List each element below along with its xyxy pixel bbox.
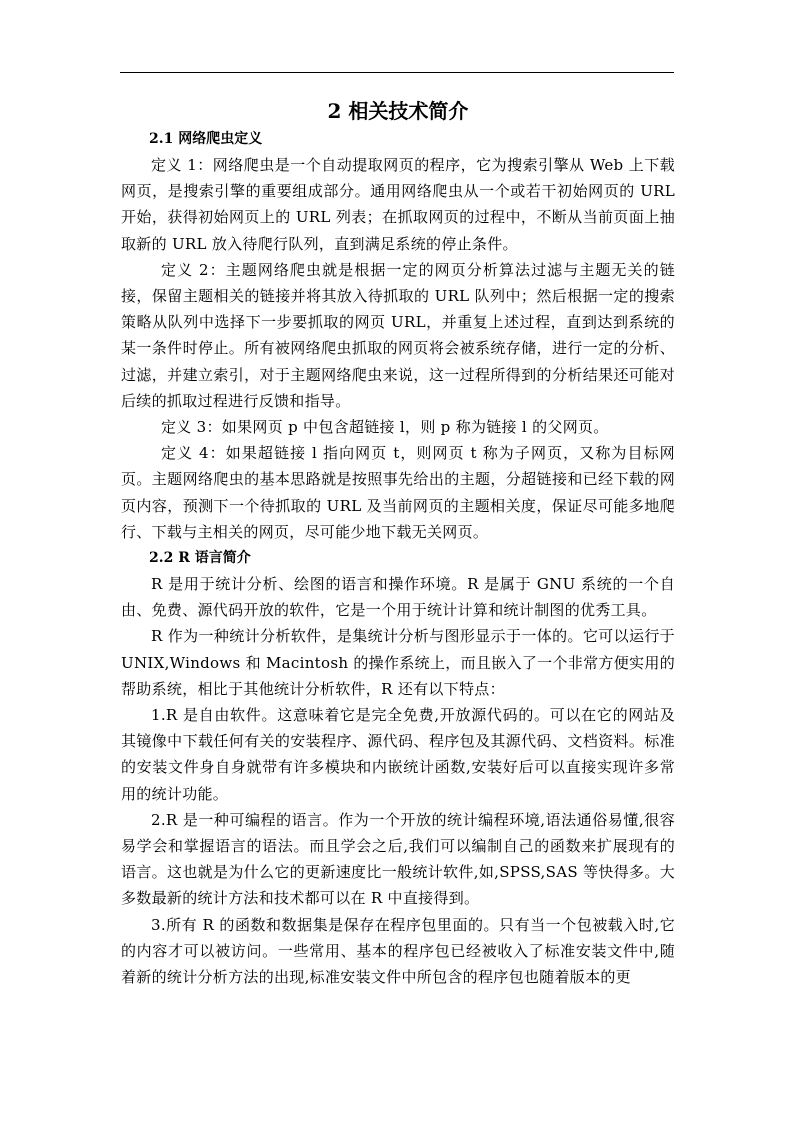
paragraph-r-features-intro: R 作为一种统计分析软件，是集统计分析与图形显示于一体的。它可以运行于 UNIX,Windows 和 Macintosh 的操作系统上，而且嵌入了一个非常方便实用的帮助系统，相比于其他统计分析软件，R 还有以下特点： xyxy=(121,627,675,698)
paragraph-r-feature-3: 3.所有 R 的函数和数据集是保存在程序包里面的。只有当一个包被载入时,它的内容才可以被访问。一些常用、基本的程序包已经被收入了标准安装文件中,随着新的统计分析方法的出现,标准安装文件中所包含的程序包也随着版本的更 xyxy=(121,915,675,987)
chapter-title: 2 相关技术简介 xyxy=(327,99,469,123)
header-rule xyxy=(120,72,674,73)
paragraph-definition-3: 定义 3：如果网页 p 中包含超链接 l，则 p 称为链接 l 的父网页。 xyxy=(161,418,609,437)
section-title-2-1: 2.1 网络爬虫定义 xyxy=(149,131,263,147)
section-title-2-2: 2.2 R 语言简介 xyxy=(149,550,251,567)
paragraph-r-intro: R 是用于统计分析、绘图的语言和操作环境。R 是属于 GNU 系统的一个自由、免费、源代码开放的软件，它是一个用于统计计算和统计制图的优秀工具。 xyxy=(121,575,675,620)
document-body xyxy=(121,96,675,990)
paragraph-definition-2: 定义 2：主题网络爬虫就是根据一定的网页分析算法过滤与主题无关的链接，保留主题相关的链接并将其放入待抓取的 URL 队列中；然后根据一定的搜索策略从队列中选择下一步要抓取的网页 URL，并重复上述过程，直到达到系统的某一条件时停止。所有被网络爬虫抓取的网页将会被系统存储，进行一定的分析、过滤，并建立索引，对于主题网络爬虫来说，这一过程所得到的分析结果还可能对后续的抓取过程进行反馈和指导。 xyxy=(121,260,675,410)
paragraph-definition-4: 定义 4：如果超链接 l 指向网页 t，则网页 t 称为子网页，又称为目标网页。主题网络爬虫的基本思路就是按照事先给出的主题，分超链接和已经下载的网页内容，预测下一个待抓取的 URL 及当前网页的主题相关度，保证尽可能多地爬行、下载与主相关的网页，尽可能少地下载无关网页。 xyxy=(121,444,675,541)
paragraph-definition-1: 定义 1：网络爬虫是一个自动提取网页的程序，它为搜索引擎从 Web 上下载网页，是搜索引擎的重要组成部分。通用网络爬虫从一个或若干初始网页的 URL 开始，获得初始网页上的 URL 列表；在抓取网页的过程中，不断从当前页面上抽取新的 URL 放入待爬行队列，直到满足系统的停止条件。 xyxy=(121,156,675,253)
paragraph-r-feature-1: 1.R 是自由软件。这意味着它是完全免费,开放源代码的。可以在它的网站及其镜像中下载任何有关的安装程序、源代码、程序包及其源代码、文档资料。标准的安装文件身自身就带有许多模块和内嵌统计函数,安装好后可以直接实现许多常用的统计功能。 xyxy=(121,706,675,803)
paragraph-r-feature-2: 2.R 是一种可编程的语言。作为一个开放的统计编程环境,语法通俗易懂,很容易学会和掌握语言的语法。而且学会之后,我们可以编制自己的函数来扩展现有的语言。这也就是为什么它的更新速度比一般统计软件,如,SPSS,SAS 等快得多。大多数最新的统计方法和技术都可以在 R 中直接得到。 xyxy=(121,810,675,908)
